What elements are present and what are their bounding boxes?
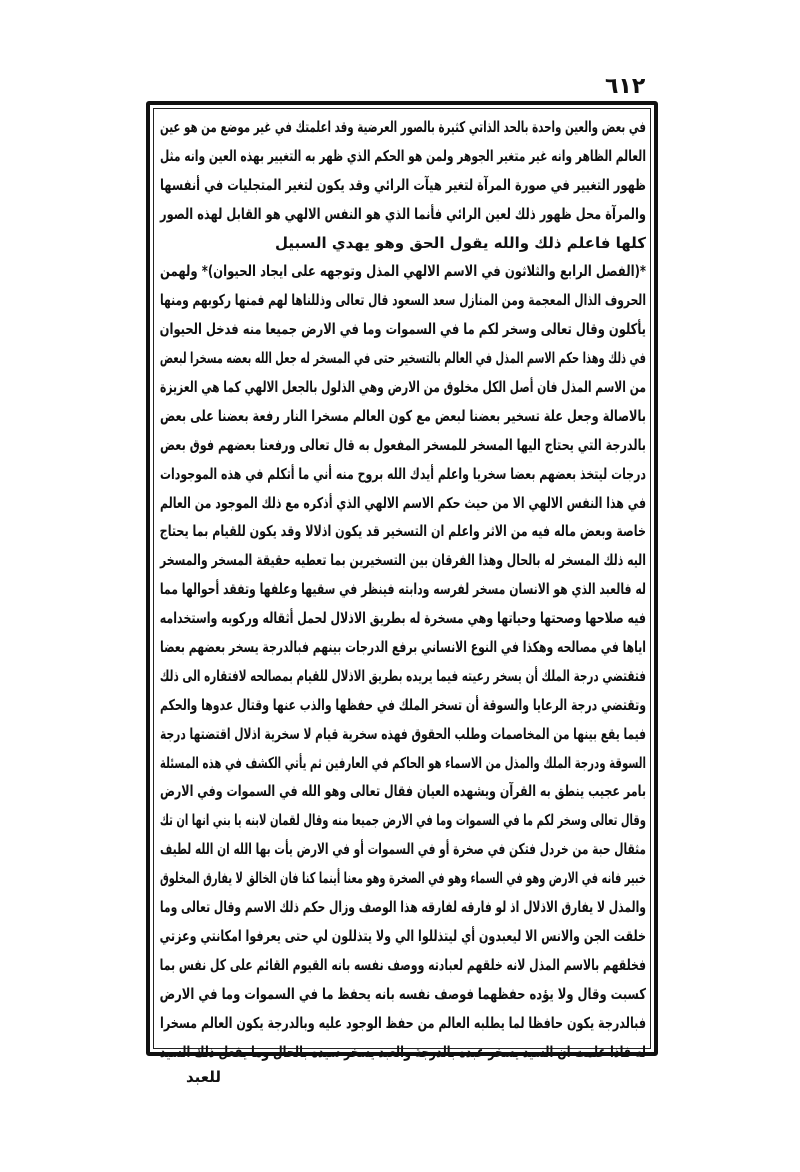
page-frame xyxy=(146,101,658,1061)
text-line: ظهور التغيير في صورة المرآة لتغير هيآت الرائي وقد يكون لتغير المتجليات في أنفسها xyxy=(160,175,646,194)
text-line: وتقتضي درجة الرعايا والسوقة أن تسخر الملك في حفظها والذب عنها وقتال عدوها والحكم xyxy=(160,695,646,714)
text-line: السوقة ودرجة الملك والمذل من الاسماء هو الحاكم في العارفين ثم يأتي الكشف في هذه المسئلة xyxy=(159,753,646,772)
text-line: والمرآة محل ظهور ذلك لعين الرائي فأنما الذي هو النفس الالهي هو القابل لهذه الصور xyxy=(160,204,646,223)
text-line: درجات ليتخذ بعضهم بعضا سخريا واعلم أيدك الله بروح منه أني ما أتكلم في هذه الموجودات xyxy=(160,464,646,483)
text-line: اليه ذلك المسخر له بالحال وهذا الفرقان بين التسخيرين بما تعطيه حقيقة المسخر والمسخر xyxy=(160,551,646,570)
catchword: للعبد xyxy=(186,1068,222,1086)
text-line: فتقتضي درجة الملك أن يسخر رعيته فيما يريده بطريق الاذلال للقيام بمصالحه لافتقاره الى ذلك xyxy=(159,666,646,685)
text-line: في ذلك وهذا حكم الاسم المذل في العالم بالتسخير حتى في المسخر له جعل الله بعضه مسخرا لبعض xyxy=(159,349,646,368)
text-line: يأكلون وقال تعالى وسخر لكم ما في السموات وما في الارض جميعا منه فدخل الحيوان xyxy=(159,320,646,339)
text-line: الحروف الذال المعجمة ومن المنازل سعد السعود قال تعالى وذللناها لهم فمنها ركوبهم ومنها xyxy=(160,291,646,310)
text-line: له فالعبد الذي هو الانسان مسخر لفرسه ودابته فينظر في سقيها وعلفها وتفقد أحوالها مما xyxy=(159,580,647,599)
text-line: اياها في مصالحه وهكذا في النوع الانساني برفع الدرجات بينهم فبالدرجة يسخر بعضهم بعضا xyxy=(160,638,646,657)
text-line: خبير فانه في الارض وهو في السماء وهو في الصخرة وهو معنا أينما كنا فان الخالق لا يفارق المخلوق xyxy=(159,869,646,888)
text-line: بالدرجة التي يحتاج اليها المسخر للمسخر المفعول به قال تعالى ورفعنا بعضهم فوق بعض xyxy=(160,435,646,454)
text-line: فخلقهم بالاسم المذل لانه خلقهم لعبادته ووصف نفسه بانه القيوم القائم على كل نفس بما xyxy=(159,955,646,974)
text-line: بالاصالة وجعل علة تسخير بعضنا لبعض مع كون العالم مسخرا النار رفعة بعضنا على بعض xyxy=(160,406,646,425)
page-number: ٦١٢ xyxy=(605,74,646,99)
text-line: في بعض والعين واحدة بالحد الذاتي كثيرة بالصور العرضية وقد اعلمتك في غير موضع من هو عين xyxy=(159,118,646,136)
section-heading-line: *(الفصل الرابع والثلاثون في الاسم الالهي المذل وتوجهه على ايجاد الحيوان)* ولهمن xyxy=(160,262,646,281)
text-line: خلقت الجن والانس الا ليعبدون أي ليتذللوا الي ولا يتذللون لي حتى يعرفوا امكانتي وعزتي xyxy=(159,926,647,945)
text-line: كلها فاعلم ذلك والله يقول الحق وهو يهدي السبيل xyxy=(274,233,646,252)
text-line: بامر عجيب ينطق به القرآن ويشهده العيان فقال تعالى وهو الله في السموات وفي الارض xyxy=(159,782,646,801)
text-line: فيما يقع بينها من المخاصمات وطلب الحقوق فهذه سخرية قيام لا سخرية اذلال اقتضتها درجة xyxy=(160,724,646,743)
text-line: والمذل لا يفارق الاذلال اذ لو فارقه لفارقه هذا الوصف وزال حكم ذلك الاسم وقال تعالى وما xyxy=(159,898,647,917)
body-text xyxy=(160,113,646,1066)
text-line: مثقال حبة من خردل فتكن في صخرة أو في السموات أو في الارض يأت بها الله ان الله لطيف xyxy=(160,840,646,859)
text-line: فبالدرجة يكون حافظا لما يطلبه العالم من حفظ الوجود عليه وبالدرجة يكون العالم مسخرا xyxy=(160,1013,646,1032)
text-line: وقال تعالى وسخر لكم ما في السموات وما في الارض جميعا منه وقال لقمان لابنه يا بني انها ان تك xyxy=(159,811,646,830)
text-line: خاصة وبعض ماله فيه من الاثر واعلم ان التسخير قد يكون اذلالا وقد يكون للقيام بما يحتاج xyxy=(159,522,646,541)
text-line: فيه صلاحها وصحتها وحياتها وهي مسخرة له بطريق الاذلال لحمل أثقاله وركوبه واستخدامه xyxy=(159,609,647,628)
text-line: في هذا النفس الالهي الا من حيث حكم الاسم الالهي الذي أذكره مع ذلك الموجود من العالم xyxy=(159,493,646,512)
text-line: العالم الظاهر وانه غير متغير الجوهر ولمن هو الحكم الذي ظهر به التغيير بهذه العين وانه مثل xyxy=(159,146,646,165)
text-line: كسبت وقال ولا يؤده حفظهما فوصف نفسه بانه يحفظ ما في السموات وما في الارض xyxy=(159,984,646,1003)
text-line: له فاذا علمت ان السيد يسخر عبده بالدرجة والعبد يسخر سيده بالحال وما يفعل ذلك السيد xyxy=(159,1042,647,1061)
text-line: من الاسم المذل فان أصل الكل مخلوق من الارض وهي الذلول بالجعل الالهي كما هي العزيزة xyxy=(160,378,646,397)
